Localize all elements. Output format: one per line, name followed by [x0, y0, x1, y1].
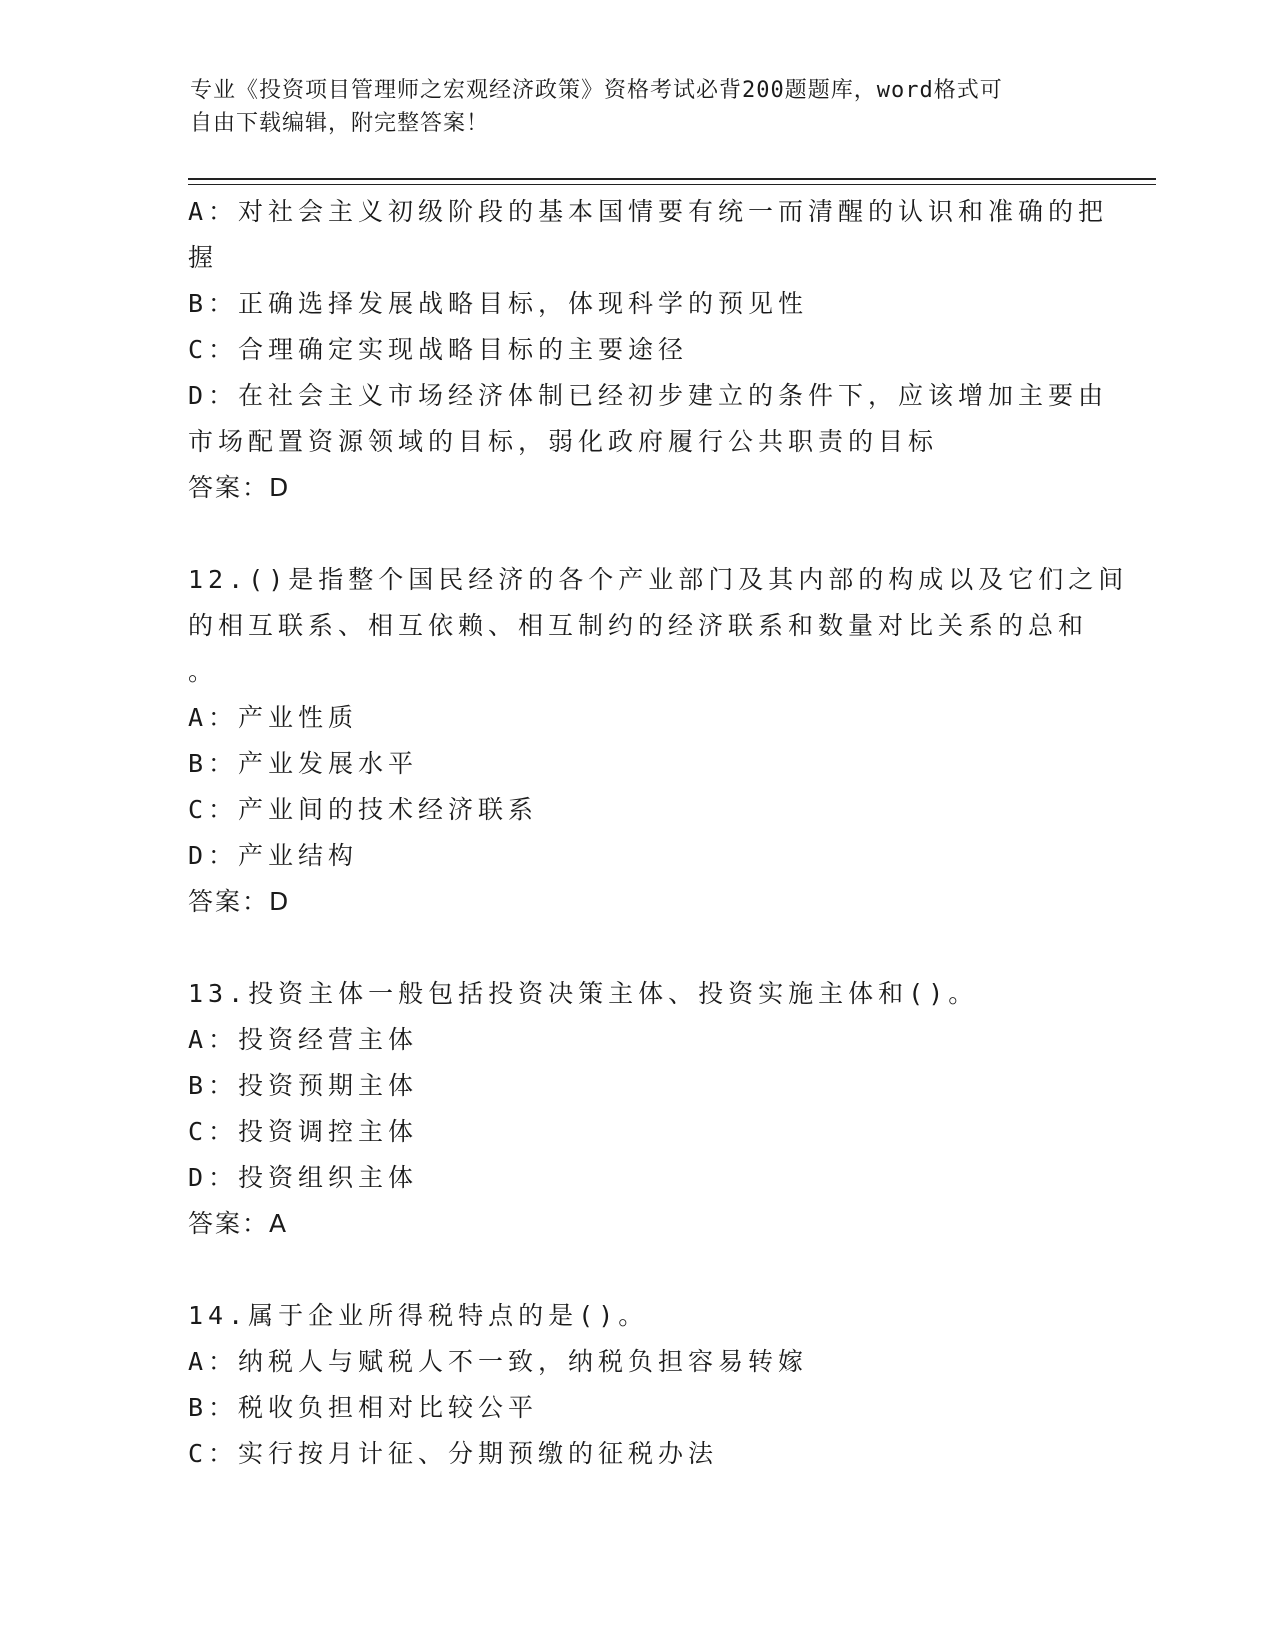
question-list [188, 189, 1129, 1477]
answer: 答案：D [188, 473, 291, 502]
option-a: A：纳税人与赋税人不一致，纳税负担容易转嫁 [188, 1347, 809, 1376]
option-c: C：投资调控主体 [188, 1117, 419, 1146]
option-c: C：产业间的技术经济联系 [188, 795, 539, 824]
question-12-block [188, 557, 1129, 925]
option-b: B：税收负担相对比较公平 [188, 1393, 539, 1422]
option-d-line-1: D：在社会主义市场经济体制已经初步建立的条件下，应该增加主要由 [188, 381, 1109, 410]
spacer [188, 511, 1088, 557]
option-d: D：产业结构 [188, 841, 359, 870]
option-d: D：投资组织主体 [188, 1163, 419, 1192]
option-a-line-1: A：对社会主义初级阶段的基本国情要有统一而清醒的认识和准确的把 [188, 197, 1109, 226]
header-line-1: 专业《投资项目管理师之宏观经济政策》资格考试必背200题题库，word格式可 [190, 78, 1003, 103]
option-c: C：合理确定实现战略目标的主要途径 [188, 335, 689, 364]
question-stem-line-2: 的相互联系、相互依赖、相互制约的经济联系和数量对比关系的总和 [188, 611, 1089, 640]
question-11-block [188, 189, 1109, 511]
option-b: B：正确选择发展战略目标，体现科学的预见性 [188, 289, 809, 318]
question-stem-line-3: 。 [188, 657, 219, 686]
question-stem-line-1: 12.()是指整个国民经济的各个产业部门及其内部的构成以及它们之间 [188, 565, 1129, 594]
option-a: A：投资经营主体 [188, 1025, 419, 1054]
answer: 答案：D [188, 887, 291, 916]
spacer [188, 1247, 1088, 1293]
option-a: A：产业性质 [188, 703, 359, 732]
header-divider-thin [188, 184, 1156, 185]
question-stem: 13.投资主体一般包括投资决策主体、投资实施主体和()。 [188, 979, 979, 1008]
question-14-block [188, 1293, 1088, 1477]
option-b: B：投资预期主体 [188, 1071, 419, 1100]
question-13-block [188, 971, 1088, 1247]
question-stem: 14.属于企业所得税特点的是()。 [188, 1301, 649, 1330]
answer: 答案：A [188, 1209, 289, 1238]
document-header [190, 74, 1090, 140]
option-c: C：实行按月计征、分期预缴的征税办法 [188, 1439, 719, 1468]
option-d-line-2: 市场配置资源领域的目标，弱化政府履行公共职责的目标 [188, 427, 939, 456]
header-divider-thick [188, 178, 1156, 180]
option-b: B：产业发展水平 [188, 749, 419, 778]
header-line-2: 自由下载编辑，附完整答案！ [190, 111, 490, 136]
option-a-line-2: 握 [188, 243, 219, 272]
spacer [188, 925, 1088, 971]
